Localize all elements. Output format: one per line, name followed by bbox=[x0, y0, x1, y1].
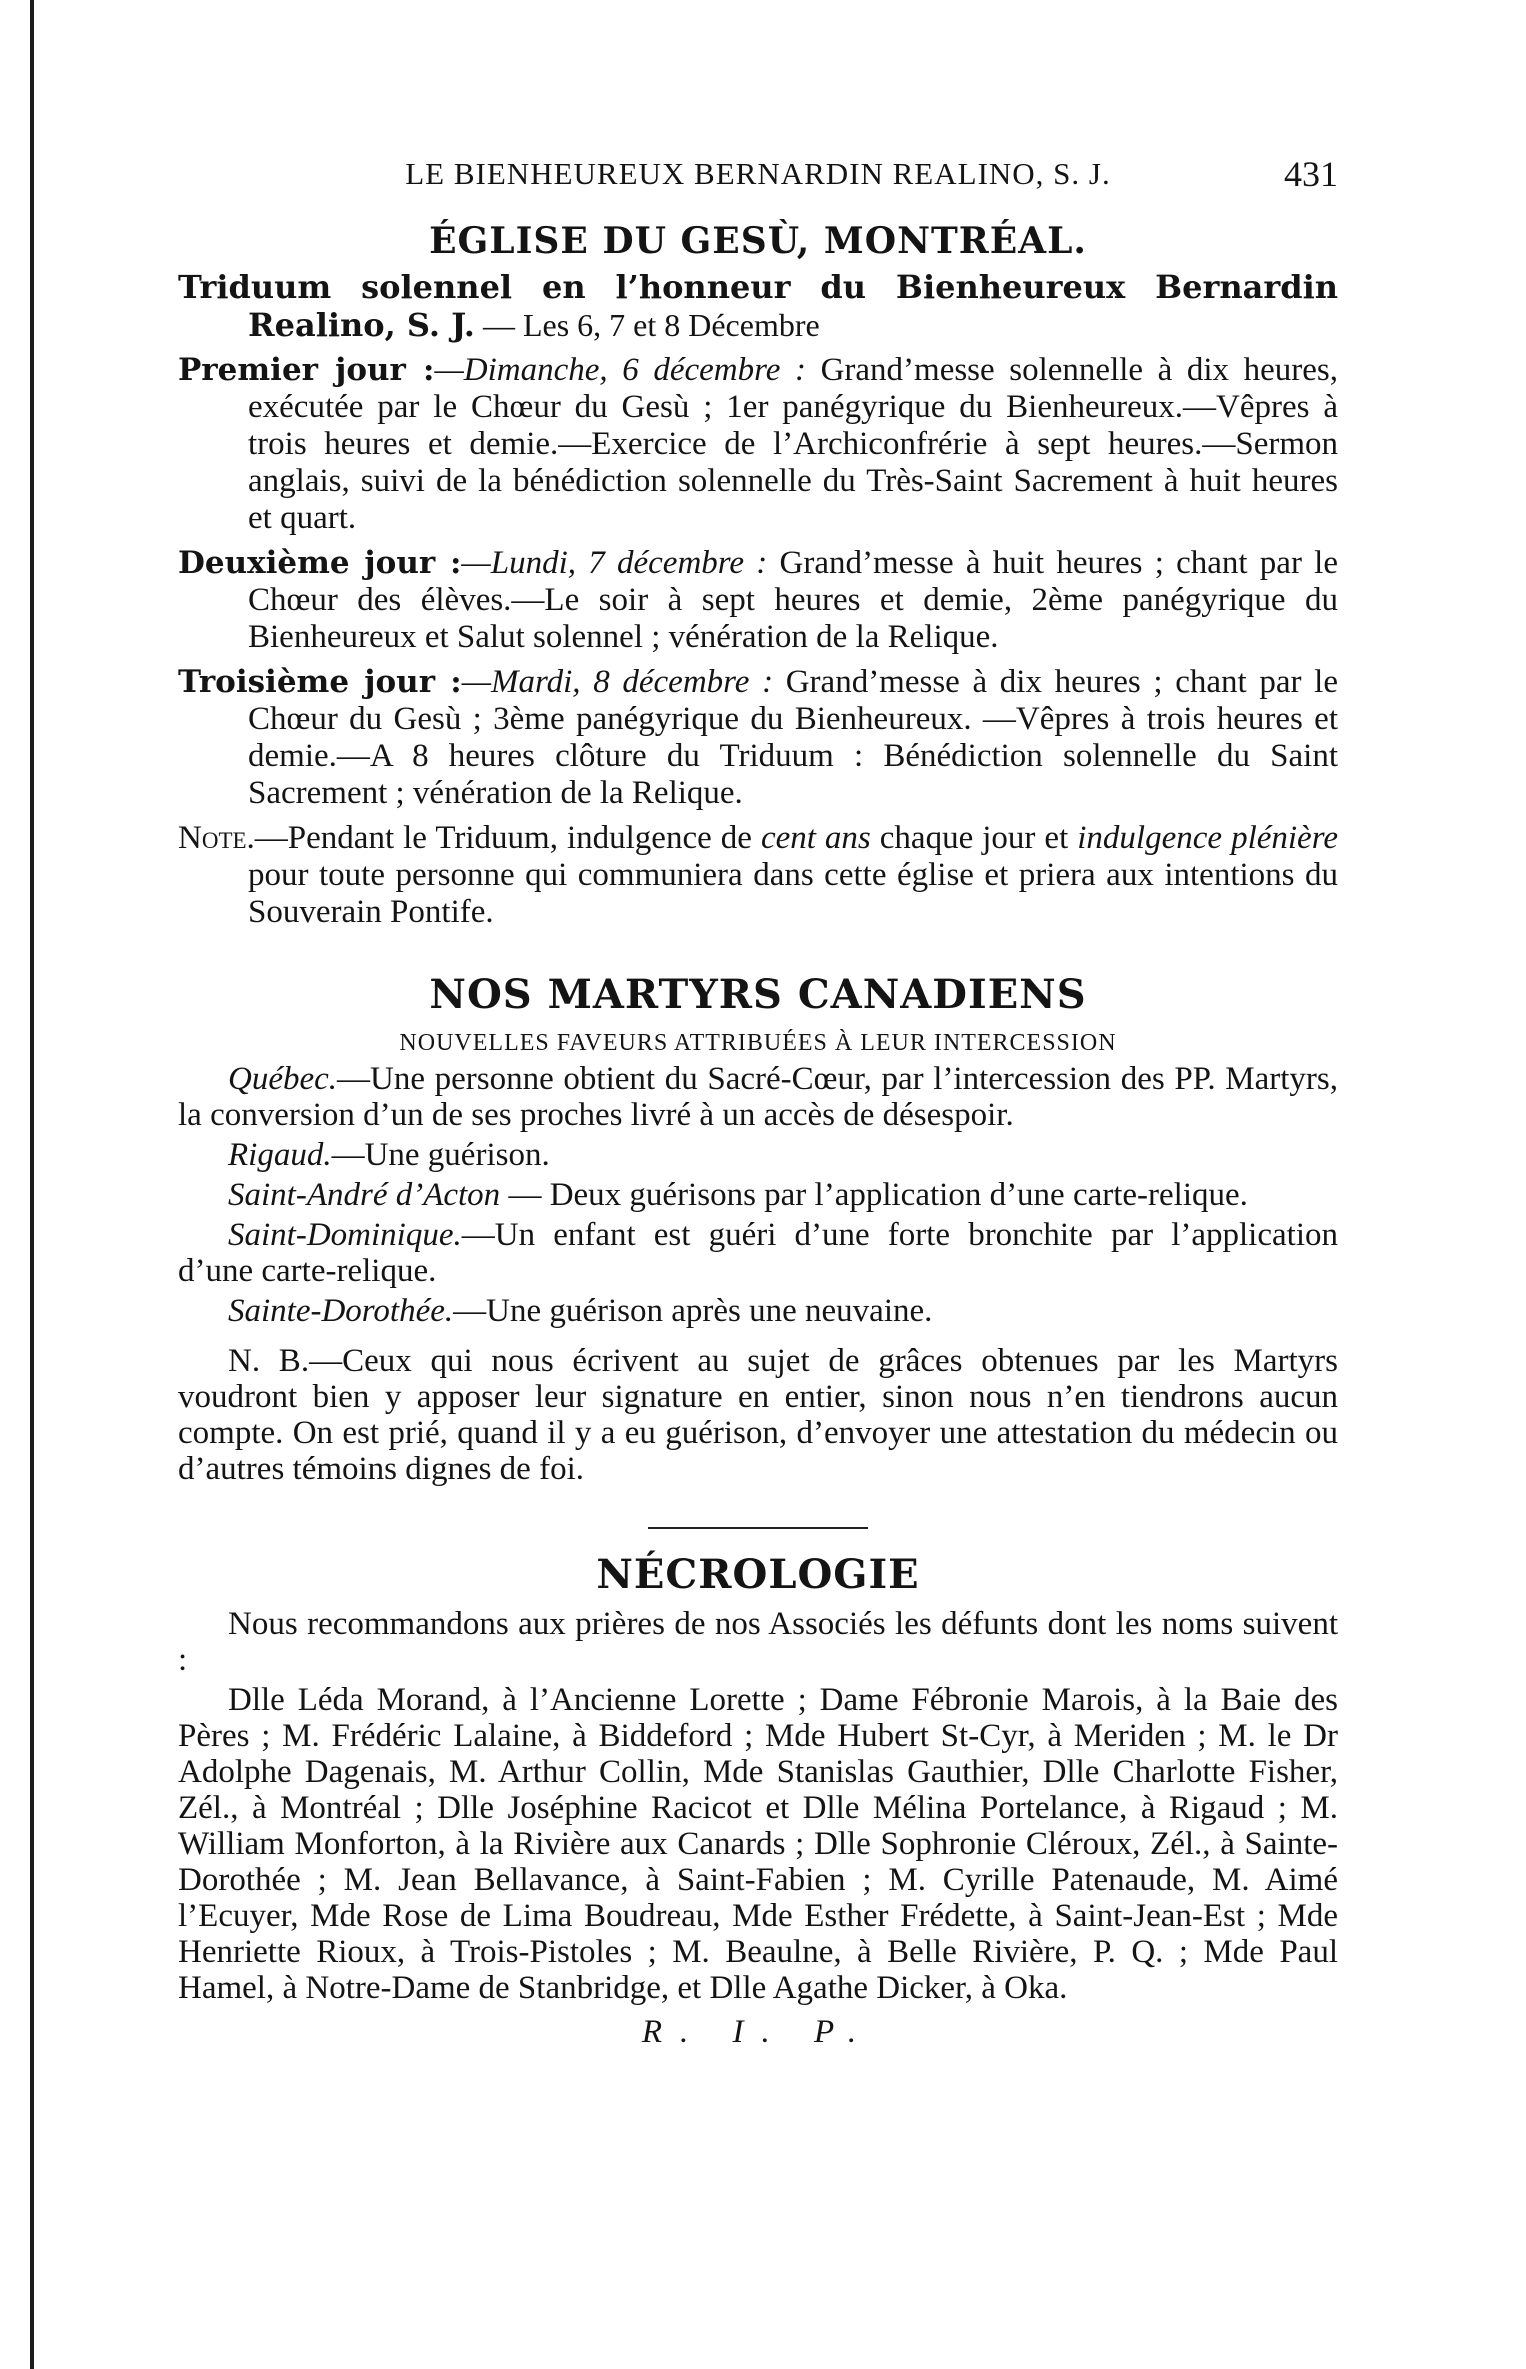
note-text-3: pour toute personne qui communiera dans cette église et priera aux intentions du Souverain Pontife. bbox=[248, 857, 1338, 930]
favour-item bbox=[178, 1293, 1338, 1329]
day2-heading: Deuxième jour : bbox=[178, 545, 462, 581]
gesu-section-title: ÉGLISE DU GESÙ, MONTRÉAL. bbox=[429, 220, 1087, 262]
necrologie-section-title: NÉCROLOGIE bbox=[596, 1551, 920, 1598]
favour-place: Sainte-Dorothée. bbox=[228, 1293, 454, 1329]
book-page bbox=[178, 150, 1338, 2051]
note-heading: Note bbox=[178, 820, 247, 856]
favour-text: —Une guérison. bbox=[331, 1137, 550, 1173]
nota-bene: N. B.—Ceux qui nous écrivent au sujet de grâces obtenues par les Martyrs voudront bien y apposer leur signature en entier, sinon nous n’en tiendrons aucun compte. On est prié, quand il y a eu guérison, d’envoyer une attestation du médecin ou d’autres témoins dignes de foi. bbox=[178, 1343, 1338, 1487]
martyrs-section-title: NOS MARTYRS CANADIENS bbox=[429, 971, 1087, 1018]
note-italic-1: cent ans bbox=[760, 820, 871, 856]
day3-date: —Mardi, 8 décembre : bbox=[461, 664, 774, 700]
note-text-2: chaque jour et bbox=[870, 820, 1078, 856]
favour-item bbox=[178, 1217, 1338, 1289]
favour-item bbox=[178, 1177, 1338, 1213]
day1-text: Grand’messe solennelle à dix heures, exécutée par le Chœur du Gesù ; 1er panégyrique du Bienheureux.—Vêpres à trois heures et demie.—Exercice de l’Archiconfrérie à sept heures.—Sermon anglais, suivi de la bénédiction solennelle du Très-Saint Sacrement à huit heures et quart. bbox=[248, 352, 1338, 536]
favour-place: Québec. bbox=[228, 1061, 338, 1097]
running-header bbox=[178, 150, 1338, 198]
necrologie-names: Dlle Léda Morand, à l’Ancienne Lorette ; Dame Fébronie Marois, à la Baie des Pères ; M. Frédéric Lalaine, à Biddeford ; Mde Hubert St-Cyr, à Meriden ; M. le Dr Adolphe Dagenais, M. Arthur Collin, Mde Stanislas Gauthier, Dlle Charlotte Fisher, Zél., à Montréal ; Dlle Joséphine Racicot et Dlle Mélina Portelance, à Rigaud ; M. William Monforton, à la Rivière aux Canards ; Dlle Sophronie Cléroux, Zél., à Sainte-Dorothée ; M. Jean Bellavance, à Saint-Fabien ; M. Cyrille Patenaude, M. Aimé l’Ecuyer, Mde Rose de Lima Boudreau, Mde Esther Frédette, à Saint-Jean-Est ; Mde Henriette Rioux, à Trois-Pistoles ; M. Beaulne, à Belle Rivière, P. Q. ; Mde Paul Hamel, à Notre-Dame de Stanbridge, et Dlle Agathe Dicker, à Oka. bbox=[178, 1682, 1338, 2006]
note-italic-2: indulgence plénière bbox=[1077, 820, 1338, 856]
page-binding-edge bbox=[30, 0, 34, 2369]
triduum-dates: — Les 6, 7 et 8 Décembre bbox=[474, 307, 820, 343]
favour-place: Saint-Dominique. bbox=[228, 1217, 462, 1253]
note-text-1: .—Pendant le Triduum, indulgence de bbox=[246, 820, 761, 856]
favour-text: —Une guérison après une neuvaine. bbox=[453, 1293, 933, 1329]
rip-closing: R. I. P. bbox=[641, 2014, 875, 2050]
section-divider bbox=[648, 1527, 868, 1529]
favour-item bbox=[178, 1061, 1338, 1133]
day3-entry bbox=[178, 664, 1338, 812]
day1-entry bbox=[178, 352, 1338, 537]
day1-heading: Premier jour : bbox=[178, 352, 435, 388]
day1-date: —Dimanche, 6 décembre : bbox=[434, 352, 806, 388]
necrologie-intro: Nous recommandons aux prières de nos Associés les défunts dont les noms suivent : bbox=[178, 1606, 1338, 1678]
day3-heading: Troisième jour : bbox=[178, 664, 462, 700]
note-entry bbox=[178, 820, 1338, 931]
triduum-subtitle bbox=[178, 268, 1338, 344]
favour-place: Saint-André d’Acton bbox=[228, 1177, 501, 1213]
day3-text: Grand’messe à dix heures ; chant par le Chœur du Gesù ; 3ème panégyrique du Bienheureux. —Vêpres à trois heures et demie.—A 8 heures clôture du Triduum : Bénédiction solennelle du Saint Sacrement ; vénération de la Relique. bbox=[248, 664, 1338, 811]
favour-text: —Un enfant est guéri d’une forte bronchite par l’application d’une carte-relique. bbox=[178, 1217, 1338, 1289]
day2-entry bbox=[178, 545, 1338, 656]
favour-place: Rigaud. bbox=[228, 1137, 332, 1173]
favour-text: —Une personne obtient du Sacré-Cœur, par l’intercession des PP. Martyrs, la conversion d’un de ses proches livré à un accès de désespoir. bbox=[178, 1061, 1338, 1133]
day2-text: Grand’messe à huit heures ; chant par le Chœur des élèves.—Le soir à sept heures et demie, 2ème panégyrique du Bienheureux et Salut solennel ; vénération de la Relique. bbox=[248, 545, 1338, 655]
favour-item bbox=[178, 1137, 1338, 1173]
favour-text: — Deux guérisons par l’application d’une carte-relique. bbox=[500, 1177, 1248, 1213]
triduum-subtitle-bold: Triduum solennel en l’honneur du Bienheureux Bernardin Realino, S. J. bbox=[178, 268, 1338, 344]
page-number: 431 bbox=[1284, 154, 1338, 194]
martyrs-caption: NOUVELLES FAVEURS ATTRIBUÉES À LEUR INTERCESSION bbox=[399, 1030, 1117, 1056]
day2-date: —Lundi, 7 décembre : bbox=[461, 545, 768, 581]
running-title: LE BIENHEUREUX BERNARDIN REALINO, S. J. bbox=[405, 156, 1111, 191]
